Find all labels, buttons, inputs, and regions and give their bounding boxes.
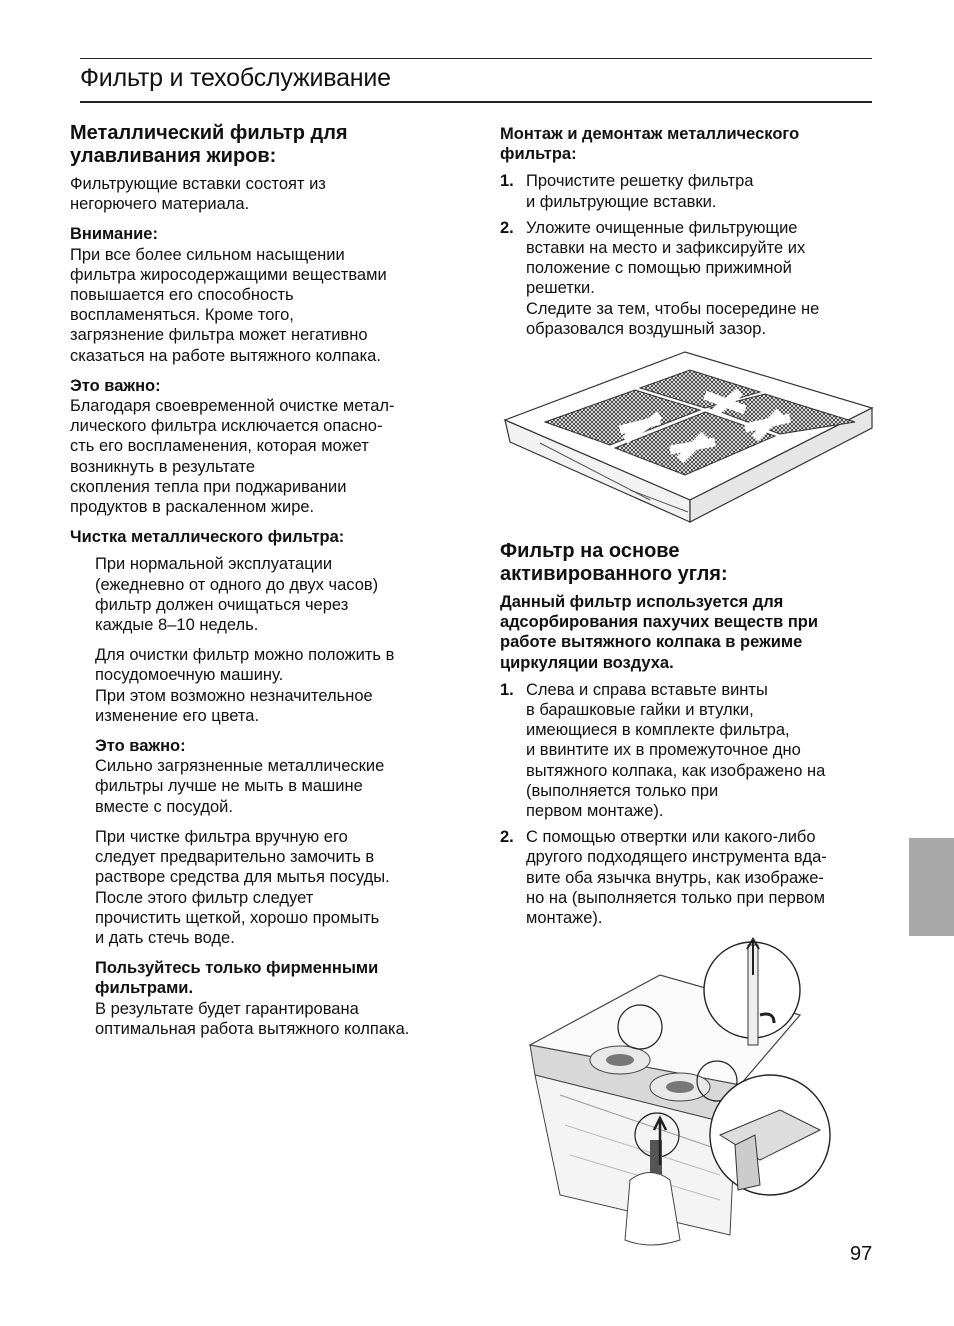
step-number: 2. [500, 828, 514, 847]
step-number: 2. [500, 218, 514, 237]
important-label-2: Это важно: [95, 737, 186, 756]
header-bottom-rule [80, 101, 872, 103]
grease-filter-heading: Металлический фильтр для улавливания жиров: [70, 122, 348, 167]
warning-text: При все более сильном насыщении фильтра жиросодержащими веществами повышается его способность воспламеняться. Кроме того, загрязнение фильтра может негативно сказаться на работе вытяжного колпака. [70, 245, 387, 365]
page-number: 97 [850, 1243, 873, 1265]
important-text-2: Сильно загрязненные металлические фильтры лучше не мыть в машине вместе с посудой. [95, 757, 385, 816]
left-column [70, 122, 450, 1042]
carbon-filter-intro: Данный фильтр используется для адсорбирования пахучих веществ при работе вытяжного колпака в режиме циркуляции воздуха. [500, 593, 819, 672]
section-side-tab [909, 838, 954, 936]
step-number: 1. [500, 172, 514, 191]
hood-carbon-filter-illustration [520, 935, 880, 1253]
step-text: Уложите очищенные фильтрующие вставки на место и зафиксируйте их положение с помощью прижимной решетки. Следите за тем, чтобы посередине не образовался воздушный зазор. [526, 218, 820, 338]
warning-label: Внимание: [70, 225, 158, 244]
carbon-filter-heading: Фильтр на основе активированного угля: [500, 540, 728, 585]
step-text: Слева и справа вставьте винты в барашковые гайки и втулки, имеющиеся в комплекте фильтра, и ввинтите их в промежуточное дно вытяжного колпака, как изображено на (выполняется только при первом монтаже). [526, 680, 826, 821]
step-number: 1. [500, 680, 514, 699]
cleaning-heading: Чистка металлического фильтра: [70, 528, 345, 547]
step-text: С помощью отвертки или какого-либо другого подходящего инструмента вда- вите оба язычка внутрь, как изображе- но на (выполняется только при первом монтаже). [526, 828, 827, 928]
original-filters-text: В результате будет гарантирована оптимальная работа вытяжного колпака. [95, 999, 410, 1038]
right-column-top [500, 124, 885, 345]
cleaning-interval-text: При нормальной эксплуатации (ежедневно от одного до двух часов) фильтр должен очищаться через каждые 8–10 недель. [95, 555, 379, 635]
metal-filter-illustration [500, 350, 875, 528]
carbon-step-2 [500, 827, 885, 928]
important-text: Благодаря своевременной очистке метал- лического фильтра исключается опасно- сть его воспламенения, которая может возникнуть в результате скопления тепла при поджаривании продуктов в раскаленном жире. [70, 397, 395, 517]
important-label: Это важно: [70, 376, 161, 395]
step-text: Прочистите решетку фильтра и фильтрующие вставки. [526, 172, 754, 211]
carbon-step-1 [500, 680, 885, 821]
dishwasher-text: Для очистки фильтр можно положить в посудомоечную машину. При этом возможно незначительное изменение его цвета. [95, 646, 395, 725]
header-top-rule [80, 58, 872, 59]
mount-step-2 [500, 218, 885, 339]
page-title: Фильтр и техобслуживание [80, 64, 391, 92]
manual-cleaning-text: При чистке фильтра вручную его следует предварительно замочить в растворе средства для мытья посуды. После этого фильтр следует прочистить щеткой, хорошо промыть и дать стечь воде. [95, 827, 390, 947]
grease-filter-intro: Фильтрующие вставки состоят из негорючего материала. [70, 175, 326, 214]
mount-step-1 [500, 171, 885, 211]
mount-heading: Монтаж и демонтаж металлического фильтра: [500, 125, 800, 164]
original-filters-label: Пользуйтесь только фирменными фильтрами. [95, 959, 379, 998]
right-column-bottom [500, 540, 885, 934]
